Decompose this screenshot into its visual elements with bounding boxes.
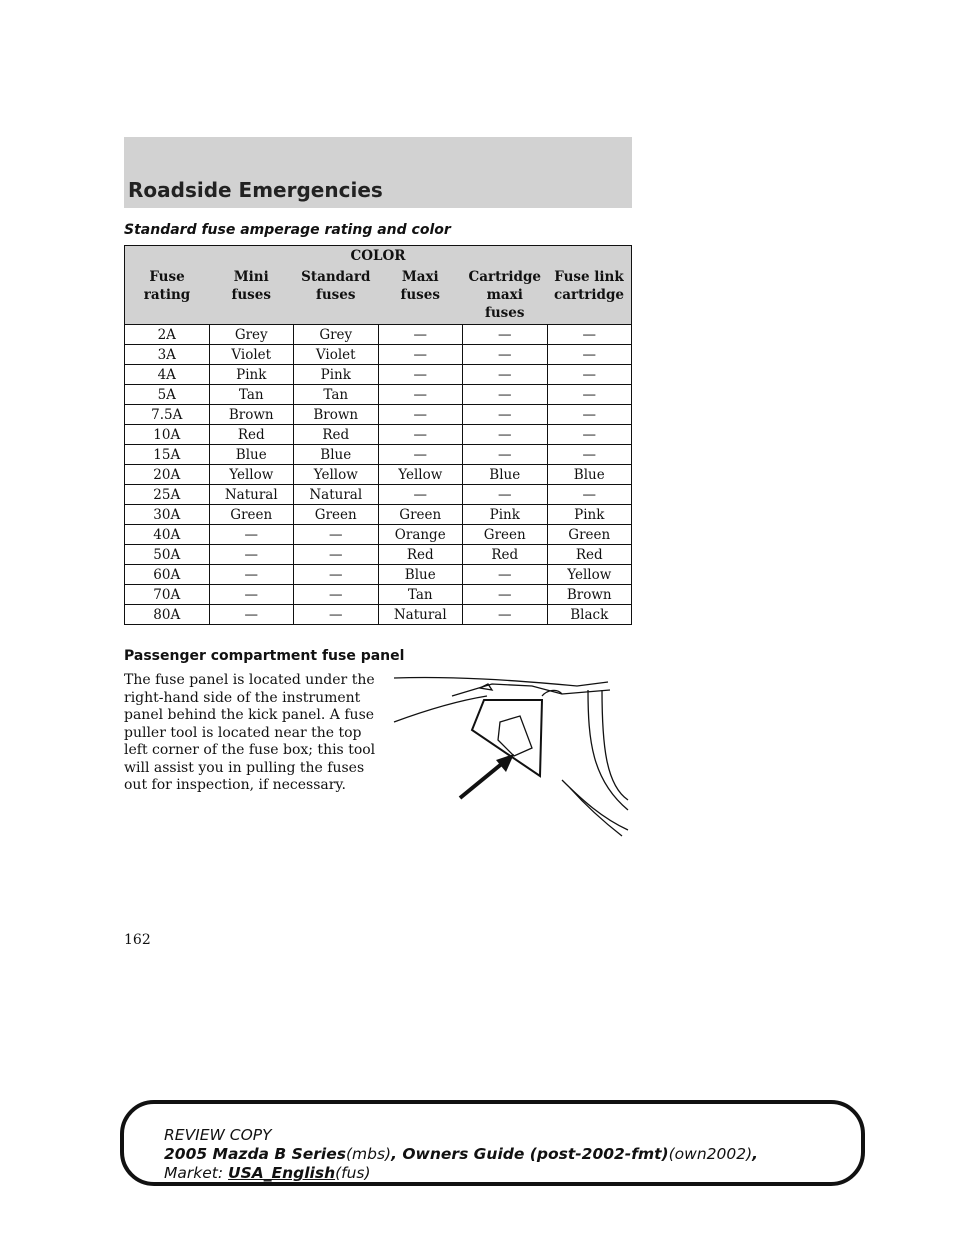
table-cell: —	[463, 365, 548, 385]
table-cell: Yellow	[378, 465, 463, 485]
paragraph-line: left corner of the fuse box; this tool	[124, 742, 376, 758]
arrow-icon	[460, 754, 514, 798]
table-row	[125, 325, 632, 345]
table-cell: Blue	[209, 445, 294, 465]
table-cell: Green	[294, 505, 379, 525]
column-header-line: fuses	[485, 305, 525, 321]
table-cell: Tan	[294, 385, 379, 405]
table-cell: 4A	[125, 365, 210, 385]
table-cell: Yellow	[547, 565, 632, 585]
review-copy-label: REVIEW COPY	[164, 1126, 272, 1144]
market-name: USA_English	[228, 1164, 336, 1182]
table-cell: —	[463, 605, 548, 625]
table-cell: Green	[547, 525, 632, 545]
table-cell: 60A	[125, 565, 210, 585]
table-cell: —	[209, 545, 294, 565]
column-header	[125, 266, 210, 325]
table-cell: —	[547, 325, 632, 345]
table-cell: —	[209, 525, 294, 545]
table-cell: 25A	[125, 485, 210, 505]
table-row	[125, 345, 632, 365]
table-cell: —	[463, 385, 548, 405]
fuse-table-body	[125, 325, 632, 625]
table-cell: Violet	[209, 345, 294, 365]
table-cell: Natural	[378, 605, 463, 625]
door-sill-1	[562, 780, 628, 830]
table-cell: 50A	[125, 545, 210, 565]
market-label: Market:	[164, 1164, 224, 1182]
table-cell: —	[463, 565, 548, 585]
table-cell: —	[209, 605, 294, 625]
table-cell: 70A	[125, 585, 210, 605]
table-cell: —	[294, 605, 379, 625]
table-row	[125, 605, 632, 625]
table-row	[125, 465, 632, 485]
review-copy-footer	[164, 1126, 854, 1183]
paragraph-line: The fuse panel is located under the	[124, 672, 375, 688]
table-cell: Violet	[294, 345, 379, 365]
column-header-line: Fuse link	[554, 269, 624, 285]
paragraph-line: right-hand side of the instrument	[124, 689, 361, 706]
table-cell: —	[294, 585, 379, 605]
table-cell: —	[463, 405, 548, 425]
table-cell: —	[378, 365, 463, 385]
table-caption: Standard fuse amperage rating and color	[124, 222, 451, 238]
table-cell: —	[378, 485, 463, 505]
model-name: 2005 Mazda B Series	[164, 1145, 346, 1163]
table-cell: —	[378, 405, 463, 425]
table-cell: —	[378, 385, 463, 405]
table-cell: —	[463, 485, 548, 505]
table-cell: Yellow	[209, 465, 294, 485]
market-code: (fus)	[335, 1164, 371, 1182]
table-cell: —	[547, 425, 632, 445]
table-cell: 80A	[125, 605, 210, 625]
table-cell: Green	[378, 505, 463, 525]
table-cell: —	[547, 405, 632, 425]
paragraph-line: will assist you in pulling the fuses	[124, 759, 365, 776]
column-header-line: Cartridge	[468, 269, 542, 285]
column-header	[209, 266, 294, 325]
table-row	[125, 485, 632, 505]
table-row	[125, 445, 632, 465]
table-cell: Red	[209, 425, 294, 445]
table-cell: Blue	[463, 465, 548, 485]
column-header-line: maxi	[486, 287, 523, 303]
table-cell: —	[209, 565, 294, 585]
column-header	[294, 266, 379, 325]
column-header-line: cartridge	[553, 287, 625, 303]
page-number: 162	[124, 932, 151, 948]
table-row	[125, 565, 632, 585]
table-row	[125, 365, 632, 385]
column-header-line: rating	[143, 287, 191, 303]
column-header-line: Standard	[301, 269, 371, 285]
table-cell: Red	[463, 545, 548, 565]
table-cell: 2A	[125, 325, 210, 345]
table-cell: —	[378, 345, 463, 365]
column-header-row	[125, 266, 632, 325]
table-cell: —	[378, 425, 463, 445]
table-cell: 3A	[125, 345, 210, 365]
table-cell: Red	[294, 425, 379, 445]
table-cell: —	[463, 345, 548, 365]
fuse-panel-location-illustration	[392, 660, 632, 840]
table-cell: 30A	[125, 505, 210, 525]
table-cell: Brown	[294, 405, 379, 425]
trailing-comma: ,	[752, 1145, 759, 1163]
table-cell: Blue	[547, 465, 632, 485]
table-cell: —	[547, 345, 632, 365]
paragraph-line: out for inspection, if necessary.	[124, 777, 346, 793]
column-header-line: Maxi	[401, 269, 439, 285]
table-cell: Red	[378, 545, 463, 565]
table-cell: Pink	[294, 365, 379, 385]
guide-name: , Owners Guide (post-2002-fmt)	[391, 1145, 669, 1163]
table-cell: 15A	[125, 445, 210, 465]
table-cell: 10A	[125, 425, 210, 445]
table-cell: —	[547, 445, 632, 465]
column-header	[378, 266, 463, 325]
table-cell: Tan	[209, 385, 294, 405]
table-cell: —	[547, 365, 632, 385]
table-cell: —	[547, 485, 632, 505]
table-row	[125, 545, 632, 565]
table-cell: —	[378, 325, 463, 345]
guide-code: (own2002)	[668, 1145, 753, 1163]
table-cell: Black	[547, 605, 632, 625]
column-header	[547, 266, 632, 325]
table-row	[125, 405, 632, 425]
table-cell: 20A	[125, 465, 210, 485]
table-cell: Blue	[294, 445, 379, 465]
passenger-fuse-panel-text	[124, 672, 394, 795]
table-cell: —	[463, 445, 548, 465]
paragraph-line: panel behind the kick panel. A fuse	[124, 707, 375, 723]
table-cell: Grey	[209, 325, 294, 345]
table-row	[125, 505, 632, 525]
table-cell: Pink	[547, 505, 632, 525]
table-cell: —	[294, 545, 379, 565]
passenger-fuse-panel-heading: Passenger compartment fuse panel	[124, 648, 405, 664]
fuse-color-table	[124, 245, 632, 625]
table-cell: 5A	[125, 385, 210, 405]
table-cell: Pink	[463, 505, 548, 525]
column-header-line: Mini	[233, 269, 269, 285]
table-cell: —	[294, 565, 379, 585]
table-cell: Pink	[209, 365, 294, 385]
table-row	[125, 585, 632, 605]
table-row	[125, 425, 632, 445]
table-cell: Natural	[209, 485, 294, 505]
pillar-inner	[588, 690, 628, 810]
table-cell: Grey	[294, 325, 379, 345]
table-cell: 7.5A	[125, 405, 210, 425]
dash-lower-edge	[394, 696, 487, 722]
table-cell: —	[294, 525, 379, 545]
table-cell: Green	[209, 505, 294, 525]
column-header	[463, 266, 548, 325]
table-cell: Brown	[209, 405, 294, 425]
section-title: Roadside Emergencies	[128, 178, 383, 202]
column-header-line: fuses	[400, 287, 440, 303]
table-cell: Natural	[294, 485, 379, 505]
dash-panel-line	[452, 684, 610, 696]
column-header-line: fuses	[231, 287, 271, 303]
table-cell: —	[209, 585, 294, 605]
table-row	[125, 385, 632, 405]
table-cell: —	[378, 445, 463, 465]
table-cell: Orange	[378, 525, 463, 545]
table-cell: Blue	[378, 565, 463, 585]
color-group-header: COLOR	[125, 246, 632, 267]
paragraph-line: puller tool is located near the top	[124, 724, 362, 741]
table-cell: —	[463, 425, 548, 445]
table-row	[125, 525, 632, 545]
table-cell: Tan	[378, 585, 463, 605]
column-header-line: Fuse	[149, 269, 185, 285]
table-cell: 40A	[125, 525, 210, 545]
table-cell: Red	[547, 545, 632, 565]
table-cell: —	[463, 325, 548, 345]
table-cell: —	[547, 385, 632, 405]
table-cell: Green	[463, 525, 548, 545]
table-cell: Yellow	[294, 465, 379, 485]
model-code: (mbs)	[345, 1145, 392, 1163]
table-cell: Brown	[547, 585, 632, 605]
column-header-line: fuses	[316, 287, 356, 303]
table-cell: —	[463, 585, 548, 605]
